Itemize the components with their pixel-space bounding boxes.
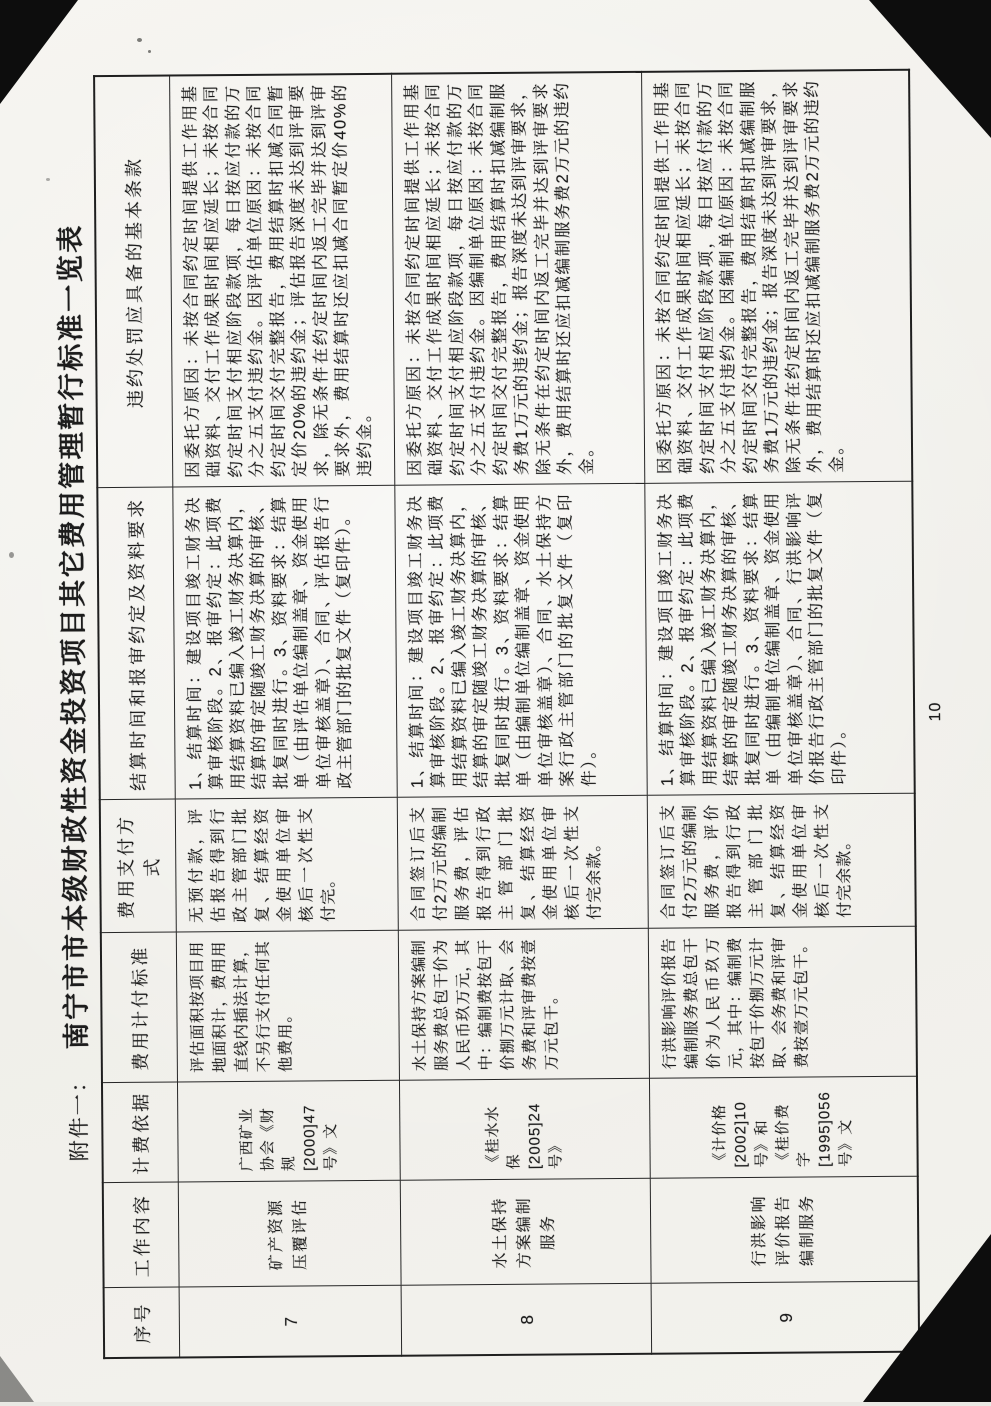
- cell-r7-settlement: 1、结算时间：建设项目竣工财务决算审核阶段。2、报审约定：此项费用结算资料已编入竣工财务决算内，结算的审定随竣工财务决算的审核、批复同时进行。3、资料要求：结算单（由评估单位编制盖章、资金使用单位审核盖章）、合同、评估报告行政主管部门的批复文件（复印件）。: [172, 486, 396, 800]
- attachment-label: 附件一：: [67, 1069, 92, 1162]
- cell-r7-payment: 无预付款，评估报告得到行政主管部门批复、结算经资金使用单位审核后一次性支付完。: [175, 798, 398, 933]
- cell-r8-payment: 合同签订后支付2万元的编制服务费，评估报告得到行政主管部门批复、结算经资金使用单位审核后一次性支付完余款。: [397, 796, 648, 931]
- table-header-row: [94, 76, 179, 1359]
- cell-r9-standard: 行洪影响评价报告编制服务费总包干价为人民币玖万元，其中：编制费按包干价捌万元计取、会务费和评审费按壹万元包干。: [648, 927, 917, 1079]
- header-seq: 序号: [104, 1288, 180, 1359]
- header-penalty-clauses: 违约处罚应具备的基本条款: [94, 76, 172, 489]
- scan-speckle: [46, 178, 50, 181]
- scan-speckle: [148, 50, 151, 53]
- table-row-9: [641, 70, 919, 1354]
- cell-r9-payment: 合同签订后支付2万元的编制服务费，评价报告得到行政主管部门批复、结算经资金使用单位审核后一次性支付完余款。: [647, 794, 916, 929]
- header-settlement-requirements: 结算时间和报审约定及资料要求: [97, 488, 174, 801]
- cell-r8-basis: 《桂水水保[2005]24号》: [399, 1079, 650, 1181]
- cell-r9-work: 行洪影响评价报告编制服务: [650, 1177, 919, 1284]
- scan-speckle: [9, 552, 14, 558]
- header-work-content: 工作内容: [103, 1183, 179, 1289]
- page-title: 南宁市市本级财政性资金投资项目其它费用管理暂行标准一览表: [55, 223, 92, 1050]
- cell-r9-seq: 9: [651, 1282, 920, 1354]
- page-number: 10: [927, 701, 945, 722]
- cell-r8-penalty: 因委托方原因：未按合同约定时间提供工作用基础资料、交付工作成果时间相应延长；未按合同约定时间支付相应阶段款项，每日按应付款的万分之五支付违约金。因编制单位原因：未按合同约定时间交付完整报告，费用结算时扣减编制服务费1万元的违约金；报告深度未达到评审要求，除无条件在约定时间内返工完毕并达到评审要求外，费用结算时还应扣减编制服务费2万元的违约金。: [391, 72, 644, 486]
- cell-r8-work: 水土保持方案编制服务: [400, 1179, 651, 1286]
- header-fee-basis: 计费依据: [102, 1083, 178, 1184]
- cell-r9-settlement: 1、结算时间：建设项目竣工财务决算审核阶段。2、报审约定：此项费用结算资料已编入竣工财务决算内，结算的审定随竣工财务决算的审核、批复同时进行。3、资料要求：结算单（由编制单位编制盖章、资金使用单位审核盖章）、合同、行洪影响评价报告行政主管部门的批复文件（复印件）。: [644, 482, 914, 796]
- scan-speckle: [137, 38, 142, 42]
- table-row-8: [391, 72, 651, 1356]
- header-fee-standard: 费用计付标准: [101, 933, 177, 1084]
- rotated-sheet: [47, 70, 950, 1359]
- cell-r8-seq: 8: [401, 1284, 652, 1356]
- cell-r7-penalty: 因委托方原因：未按合同约定时间提供工作用基础资料、交付工作成果时间相应延长；未按合同约定时间支付相应阶段款项，每日按应付款的万分之五支付违约金。因评估单位原因：未按合同约定时间交付完整报告，费用结算时扣减合同暂定价20%的违约金；评估报告深度未达到评审要求，除无条件在约定时间内返工完毕并达到评审要求外，费用结算时还应扣减合同暂定价40%的违约金。: [169, 74, 394, 488]
- standards-table: [93, 69, 920, 1359]
- header-payment-method: 费用支付方式: [100, 800, 176, 934]
- cell-r7-seq: 7: [179, 1286, 402, 1358]
- table-row-7: [169, 74, 401, 1358]
- cell-r8-standard: 水土保持方案编制服务费总包干价为人民币玖万元，其中：编制费按包干价捌万元计取、会务费和评审费按壹万元包干。: [398, 929, 649, 1081]
- cell-r7-work: 矿产资源压覆评估: [178, 1181, 401, 1288]
- cell-r7-basis: 广西矿业协会《财规[2000]47号》文: [177, 1081, 400, 1183]
- cell-r9-penalty: 因委托方原因：未按合同约定时间提供工作用基础资料、交付工作成果时间相应延长；未按合同约定时间支付相应阶段款项，每日按应付款的万分之五支付违约金。因编制单位原因：未按合同约定时间交付完整报告，费用结算时扣减编制服务费1万元的违约金；报告深度未达到评审要求，除无条件在约定时间内返工完毕并达到评审要求外，费用结算时还应扣减编制服务费2万元的违约金。: [641, 70, 912, 484]
- cell-r9-basis: 《计价格[2002]10号》和《桂价费字[1995]056号》文: [649, 1077, 918, 1179]
- cell-r8-settlement: 1、结算时间：建设项目竣工财务决算审核阶段。2、报审约定：此项费用结算资料已编入竣工财务决算内，结算的审定随竣工财务决算的审核、批复同时进行。3、资料要求：结算单（由编制单位编制盖章、资金使用单位审核盖章）、合同、水土保持方案行政主管部门的批复文件（复印件）。: [394, 484, 646, 798]
- cell-r7-standard: 评估面积按项目用地面积计，费用用直线内插法计算，不另行支付任何其他费用。: [176, 931, 399, 1083]
